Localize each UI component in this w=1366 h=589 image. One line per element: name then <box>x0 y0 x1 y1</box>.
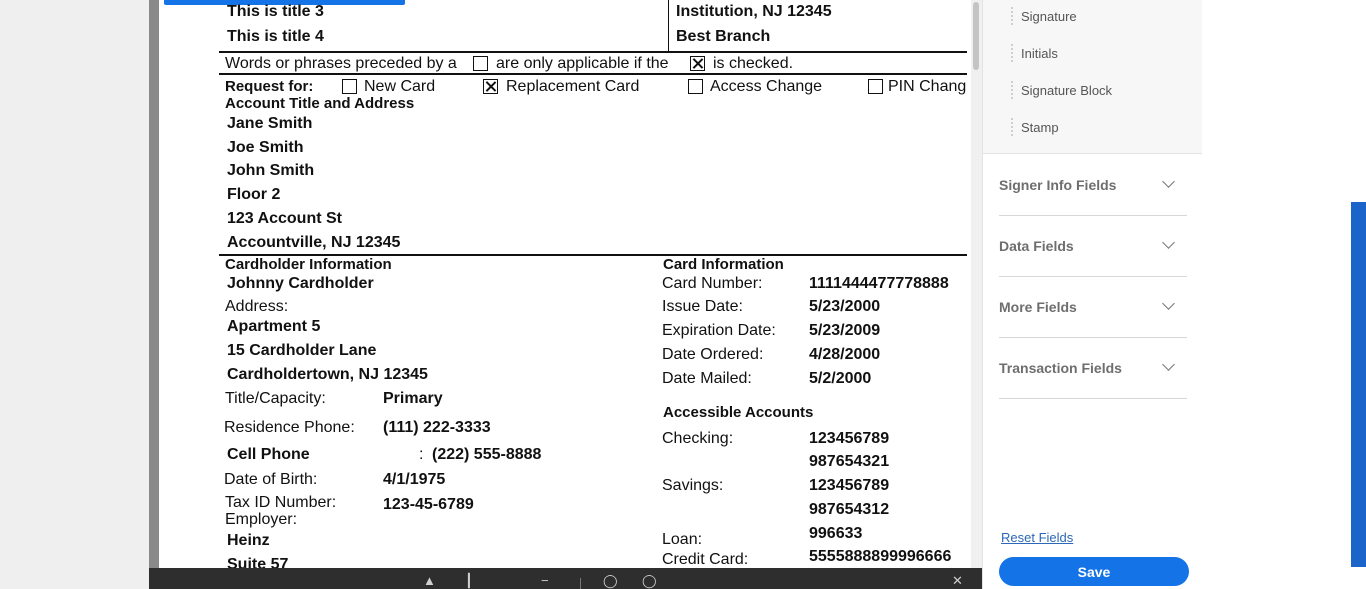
taxid-value: 123-45-6789 <box>383 496 474 513</box>
fit-page-icon[interactable]: − <box>541 573 549 588</box>
chevron-down-icon[interactable] <box>1162 236 1175 249</box>
header-divider <box>668 0 669 52</box>
header-title-4: This is title 4 <box>227 28 324 45</box>
request-label: Request for: <box>225 78 314 95</box>
page-toolbar <box>149 568 982 589</box>
new-card-checkbox[interactable] <box>342 79 357 94</box>
document-page <box>159 0 971 568</box>
institution-line: Institution, NJ 12345 <box>676 3 832 20</box>
employer-label: Employer: <box>225 511 298 528</box>
section-title: More Fields <box>999 299 1077 315</box>
right-gutter <box>1202 0 1366 589</box>
drag-handle-icon[interactable] <box>1011 44 1013 62</box>
card-info-label: Expiration Date: <box>662 322 776 339</box>
note-part-3: is checked. <box>713 55 794 72</box>
new-card-label: New Card <box>364 78 436 95</box>
pin-change-checkbox[interactable] <box>868 79 883 94</box>
cell-phone-label: Cell Phone <box>227 446 310 463</box>
branch-name: Best Branch <box>676 28 771 45</box>
selection-edge-highlight <box>1351 202 1366 567</box>
title-capacity-value: Primary <box>383 390 443 407</box>
page-nav-icon[interactable]: ┃ <box>465 573 473 588</box>
note-checkbox-checked <box>690 56 705 71</box>
tool-label: Signature Block <box>1021 82 1113 98</box>
zoom-reset-icon[interactable]: ◯ <box>642 573 657 588</box>
rule-1 <box>219 51 967 53</box>
cardholder-name: Johnny Cardholder <box>227 275 374 292</box>
section-title: Signer Info Fields <box>999 177 1117 193</box>
card-info-label: Issue Date: <box>662 298 743 315</box>
note-part-1: Words or phrases preceded by a <box>225 55 457 72</box>
address-line: 15 Cardholder Lane <box>227 342 377 359</box>
header-title-3: This is title 3 <box>227 3 324 20</box>
address-label: Address: <box>225 298 289 315</box>
drag-handle-icon[interactable] <box>1011 81 1013 99</box>
tool-label: Stamp <box>1021 119 1059 135</box>
residence-phone-value: (111) 222-3333 <box>383 419 491 436</box>
credit-card-label: Credit Card: <box>662 551 749 568</box>
card-info-value: 5/23/2000 <box>809 298 881 315</box>
card-info-label: Date Mailed: <box>662 370 752 387</box>
employer-line: Suite 57 <box>227 556 289 568</box>
cell-phone-value: (222) 555-8888 <box>432 446 542 463</box>
checking-value: 123456789 <box>809 430 890 447</box>
account-line: John Smith <box>227 162 315 179</box>
reset-fields-link[interactable]: Reset Fields <box>1001 530 1074 545</box>
title-capacity-label: Title/Capacity: <box>225 390 326 407</box>
tool-signature[interactable] <box>1011 6 1077 26</box>
note-checkbox-empty <box>473 56 488 71</box>
rule-2 <box>219 73 967 75</box>
card-info-label: Card Number: <box>662 275 763 292</box>
dob-value: 4/1/1975 <box>383 471 446 488</box>
employer-line: Heinz <box>227 532 270 549</box>
note-part-2: are only applicable if the <box>496 55 669 72</box>
checking-value: 987654321 <box>809 453 890 470</box>
toolbar-separator <box>580 578 581 589</box>
account-line: Accountville, NJ 12345 <box>227 234 401 251</box>
accounts-heading: Accessible Accounts <box>663 404 814 421</box>
chevron-down-icon[interactable] <box>1162 358 1175 371</box>
cardholder-heading: Cardholder Information <box>225 256 392 273</box>
chevron-down-icon[interactable] <box>1162 297 1175 310</box>
cell-phone-colon: : <box>419 446 424 463</box>
access-change-label: Access Change <box>710 78 823 95</box>
save-button[interactable]: Save <box>999 557 1189 586</box>
section-signer-info-fields[interactable] <box>999 155 1187 216</box>
close-toolbar-icon[interactable]: ✕ <box>952 573 963 588</box>
address-line: Apartment 5 <box>227 318 321 335</box>
residence-phone-label: Residence Phone: <box>224 419 355 436</box>
drag-handle-icon[interactable] <box>1011 7 1013 25</box>
zoom-out-icon[interactable]: ◯ <box>603 573 618 588</box>
savings-value: 987654312 <box>809 501 890 518</box>
card-info-heading: Card Information <box>663 256 784 273</box>
loan-label: Loan: <box>662 531 703 548</box>
account-line: Joe Smith <box>227 139 304 156</box>
card-info-label: Date Ordered: <box>662 346 764 363</box>
account-line: Floor 2 <box>227 186 281 203</box>
signature-tools-list <box>983 0 1203 154</box>
tool-initials[interactable] <box>1011 43 1058 63</box>
credit-card-value: 5555888899996666 <box>809 548 952 565</box>
loan-value: 996633 <box>809 525 863 542</box>
chevron-down-icon[interactable] <box>1162 175 1175 188</box>
document-scrollbar[interactable] <box>971 0 982 568</box>
section-data-fields[interactable] <box>999 216 1187 277</box>
section-transaction-fields[interactable] <box>999 338 1187 399</box>
checking-label: Checking: <box>662 430 734 447</box>
dob-label: Date of Birth: <box>224 471 318 488</box>
document-viewer <box>149 0 982 589</box>
section-title: Data Fields <box>999 238 1074 254</box>
pin-change-label: PIN Chang <box>888 78 967 95</box>
tool-label: Signature <box>1021 8 1077 24</box>
card-info-value: 4/28/2000 <box>809 346 881 363</box>
account-line: Jane Smith <box>227 115 313 132</box>
scrollbar-thumb[interactable] <box>973 2 979 70</box>
section-more-fields[interactable] <box>999 277 1187 338</box>
card-info-value: 1111444477778888 <box>809 275 949 292</box>
access-change-checkbox[interactable] <box>688 79 703 94</box>
savings-label: Savings: <box>662 477 724 494</box>
tool-signature-block[interactable] <box>1011 80 1112 100</box>
tool-stamp[interactable] <box>1011 117 1059 137</box>
replacement-card-label: Replacement Card <box>506 78 640 95</box>
zoom-in-icon[interactable]: ▲ <box>423 573 436 588</box>
account-heading: Account Title and Address <box>225 95 415 112</box>
card-info-value: 5/23/2009 <box>809 322 881 339</box>
drag-handle-icon[interactable] <box>1011 118 1013 136</box>
fields-panel <box>982 0 1203 589</box>
account-line: 123 Account St <box>227 210 342 227</box>
savings-value: 123456789 <box>809 477 890 494</box>
replacement-card-checkbox[interactable] <box>483 79 498 94</box>
section-title: Transaction Fields <box>999 360 1122 376</box>
tool-label: Initials <box>1021 45 1058 61</box>
card-info-value: 5/2/2000 <box>809 370 872 387</box>
address-line: Cardholdertown, NJ 12345 <box>227 366 428 383</box>
taxid-label: Tax ID Number: <box>225 494 337 511</box>
